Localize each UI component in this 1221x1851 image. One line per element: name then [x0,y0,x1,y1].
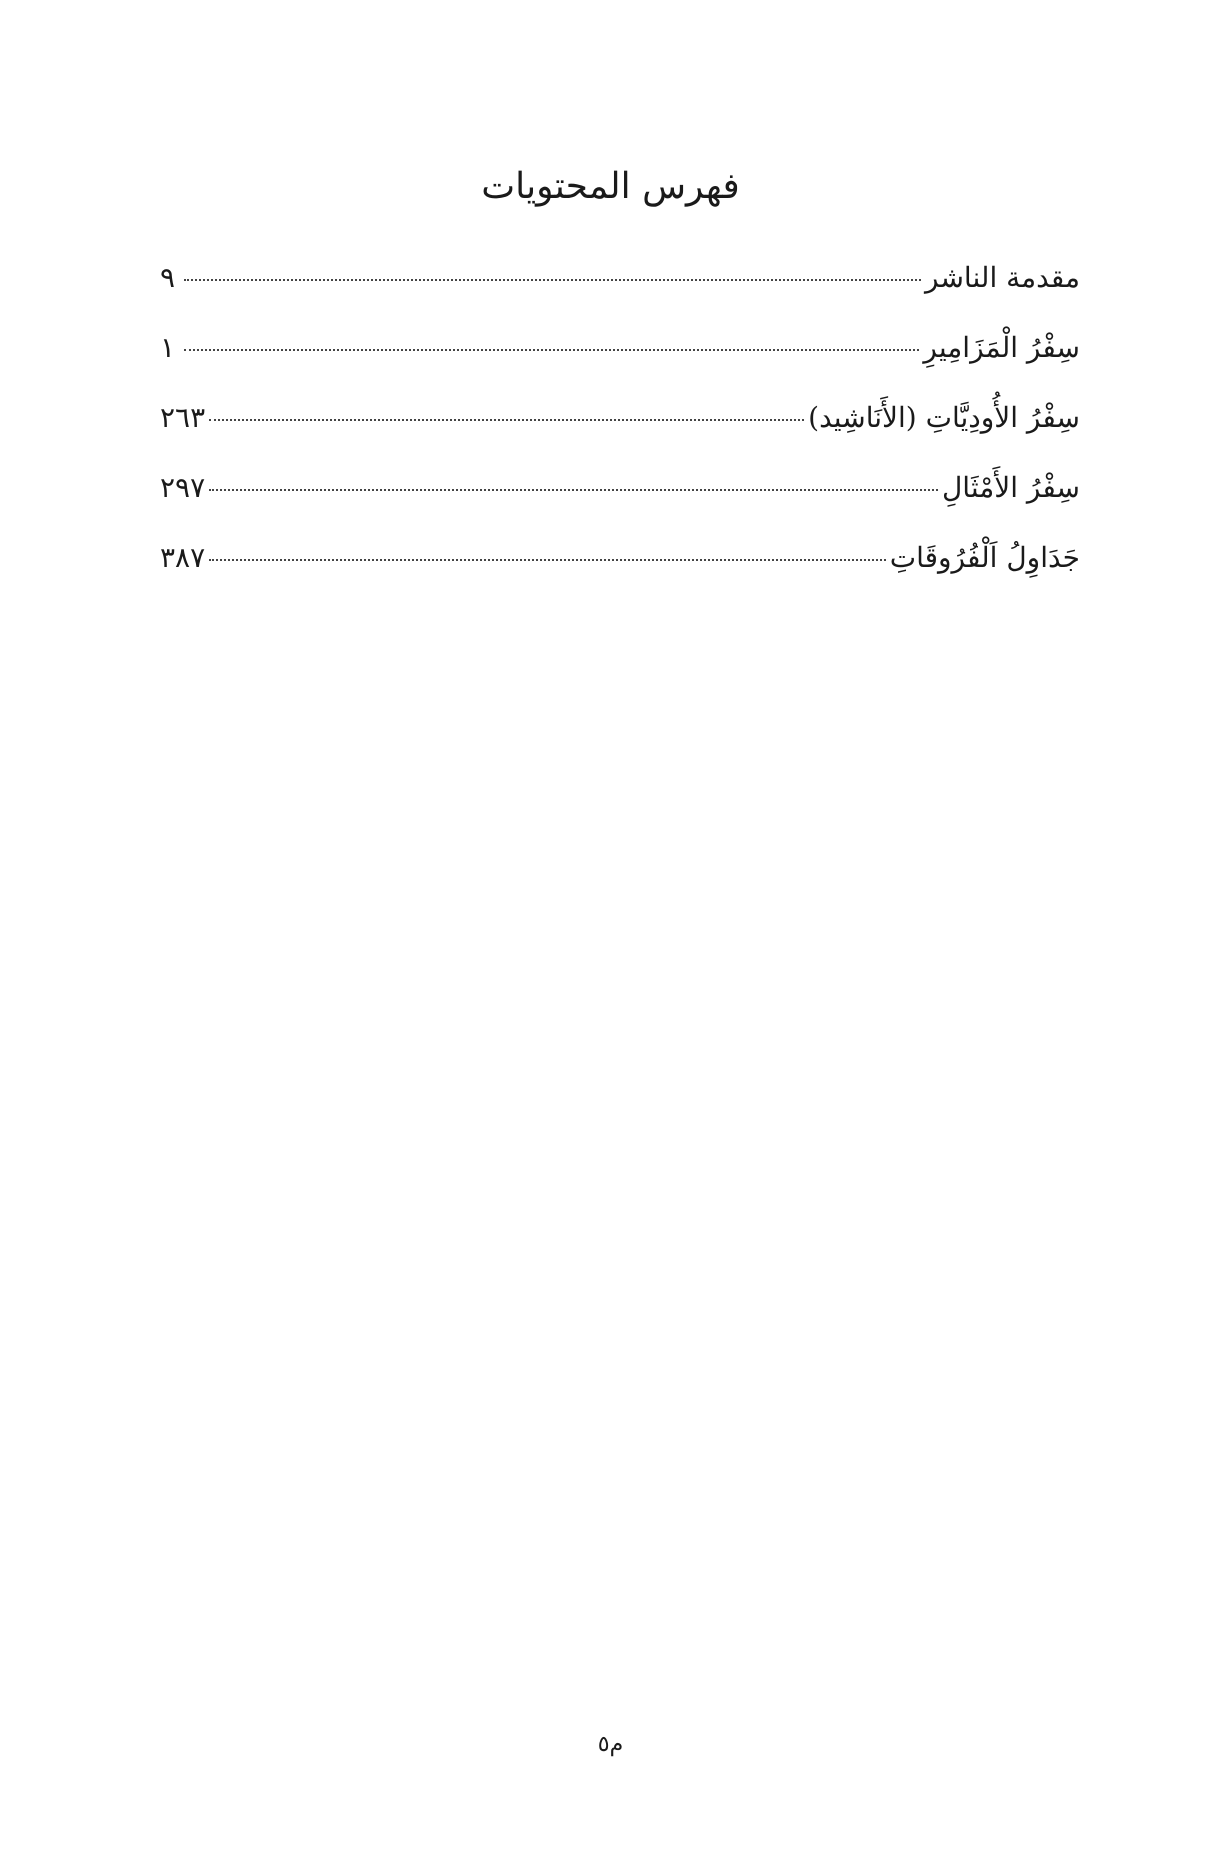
toc-entry-page: ٢٩٧ [160,471,206,504]
page-title: فهرس المحتويات [481,166,740,207]
toc-entry-page: ١ [160,331,176,364]
dot-leader [209,489,938,491]
toc-entry-title: جَدَاوِلُ اَلْفُرُوقَاتِ [889,541,1080,574]
toc-entry-title: سِفْرُ الأُودِيَّاتِ (الأَنَاشِيد) [808,401,1080,434]
toc-entry-title: سِفْرُ الْمَزَامِيرِ [923,331,1080,364]
toc-entry-title: سِفْرُ الأَمْثَالِ [941,471,1080,504]
table-of-contents [160,258,1080,608]
toc-entry-page: ٢٦٣ [160,401,206,434]
toc-entry-difference-tables[interactable] [160,538,1080,608]
dot-leader [184,349,919,351]
dot-leader [209,419,804,421]
toc-entry-page: ٣٨٧ [160,541,206,574]
toc-entry-odes[interactable] [160,398,1080,468]
dot-leader [209,559,886,561]
toc-entry-title: مقدمة الناشر [925,261,1080,294]
toc-entry-proverbs[interactable] [160,468,1080,538]
toc-entry-psalms[interactable] [160,328,1080,398]
toc-entry-page: ٩ [160,261,176,294]
dot-leader [184,279,921,281]
toc-entry-publisher-intro[interactable] [160,258,1080,328]
page-number: م٥ [597,1732,624,1757]
